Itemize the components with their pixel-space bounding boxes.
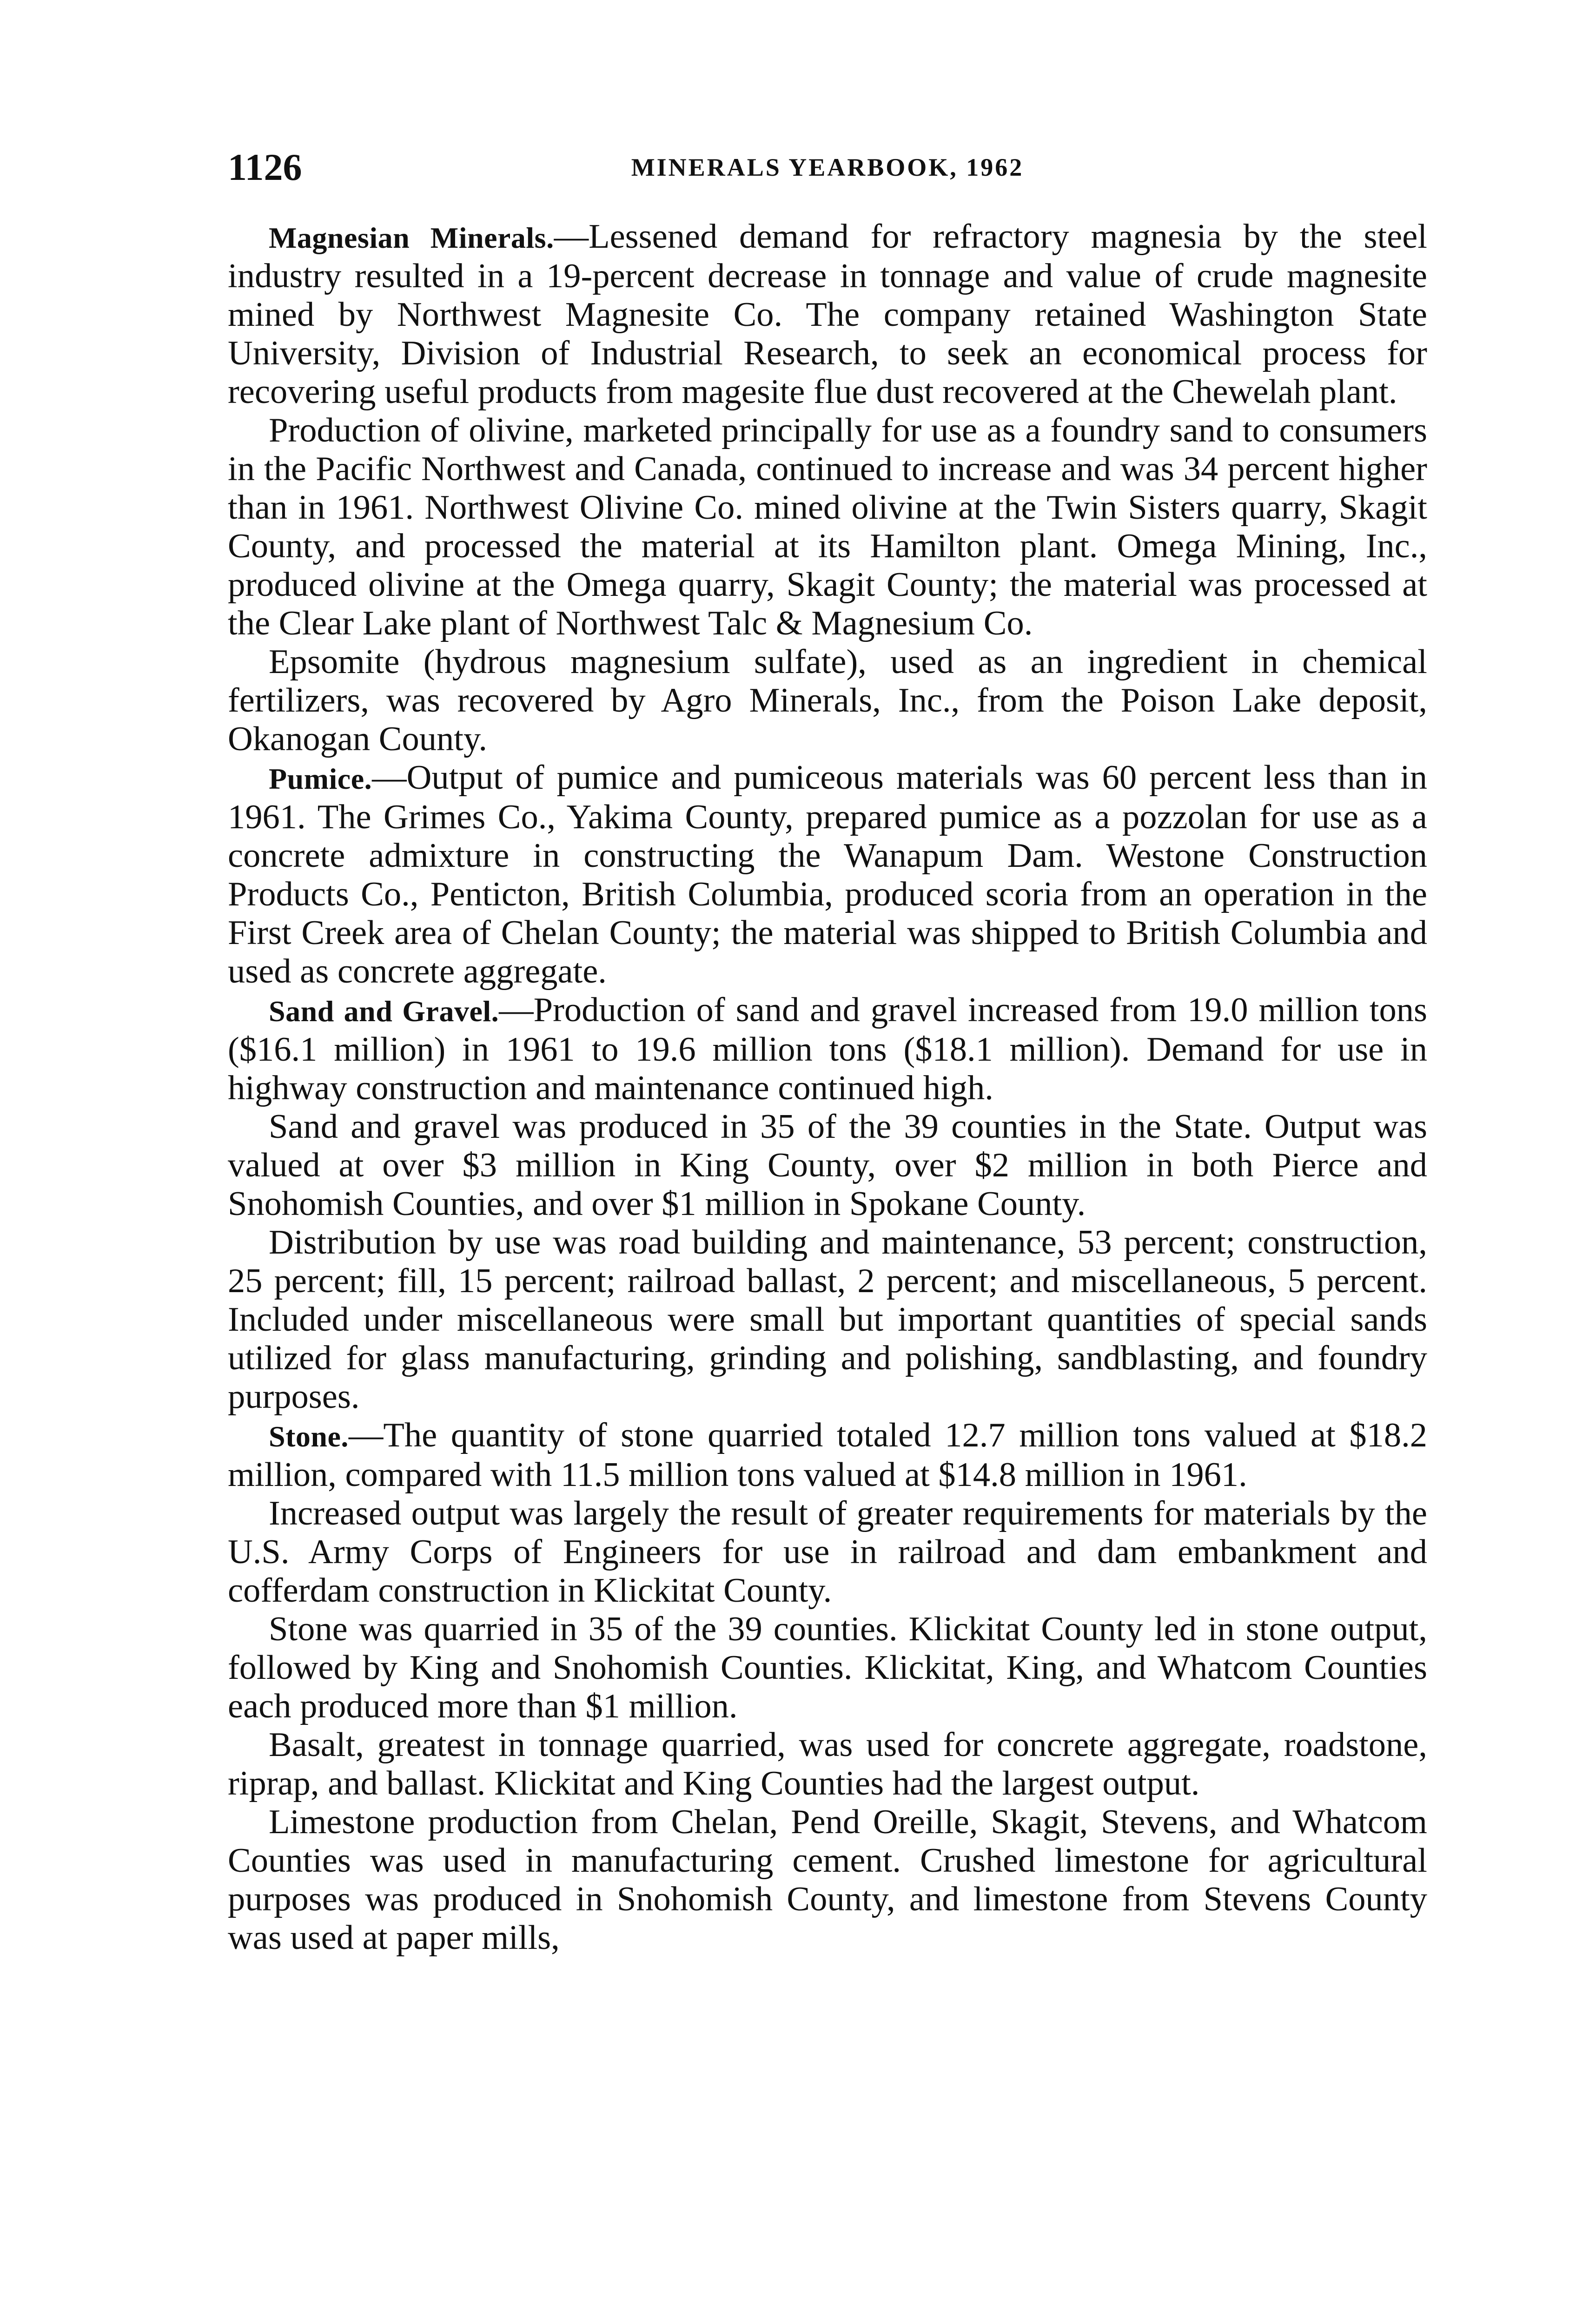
section-heading-sand-and-gravel: Sand and Gravel. — [269, 995, 499, 1028]
section-heading-magnesian-minerals: Magnesian Minerals. — [269, 221, 554, 254]
paragraph-text: Epsomite (hydrous magnesium sulfate), used as an ingredient in chemical fertilizers, was recovered by Agro Minerals, Inc., from the Poison Lake deposit, Okanogan County. — [228, 643, 1427, 758]
paragraph-stone-increased-output — [228, 1494, 1427, 1610]
section-heading-pumice: Pumice. — [269, 762, 372, 795]
paragraph-stone-counties — [228, 1610, 1427, 1726]
paragraph-sand-and-gravel — [228, 991, 1427, 1108]
paragraph-sand-gravel-counties — [228, 1108, 1427, 1223]
paragraph-text: —Production of sand and gravel increased from 19.0 million tons ($16.1 million) in 1961 to 19.6 million tons ($18.1 million). Demand for use in highway construction and maintenance continued high. — [228, 991, 1427, 1107]
paragraph-basalt — [228, 1726, 1427, 1803]
section-heading-stone: Stone. — [269, 1420, 349, 1453]
paragraph-magnesian-minerals — [228, 218, 1427, 411]
paragraph-text: Basalt, greatest in tonnage quarried, was used for concrete aggregate, roadstone, riprap, and ballast. Klickitat and King Counties had the largest output. — [228, 1726, 1427, 1802]
paragraph-sand-gravel-distribution — [228, 1223, 1427, 1416]
paragraph-text: Sand and gravel was produced in 35 of the 39 counties in the State. Output was valued at over $3 million in King County, over $2 million in both Pierce and Snohomish Counties, and over $1 million in Spokane County. — [228, 1108, 1427, 1223]
paragraph-text: Increased output was largely the result of greater requirements for materials by the U.S. Army Corps of Engineers for use in railroad and dam embankment and cofferdam construction in Klickitat County. — [228, 1494, 1427, 1610]
paragraph-text: —Output of pumice and pumiceous materials was 60 percent less than in 1961. The Grimes Co., Yakima County, prepared pumice as a pozzolan for use as a concrete admixture in constructing the Wanapum Dam. Westone Construction Products Co., Penticton, British Columbia, produced scoria from an operation in the First Creek area of Chelan County; the material was shipped to British Columbia and used as concrete aggregate. — [228, 759, 1427, 990]
paragraph-olivine — [228, 411, 1427, 643]
paragraph-pumice — [228, 759, 1427, 991]
paragraph-text: —The quantity of stone quarried totaled 12.7 million tons valued at $18.2 million, compared with 11.5 million tons valued at $14.8 million in 1961. — [228, 1416, 1427, 1494]
paragraph-stone — [228, 1416, 1427, 1494]
paragraph-text: Stone was quarried in 35 of the 39 counties. Klickitat County led in stone output, followed by King and Snohomish Counties. Klickitat, King, and Whatcom Counties each produced more than $1 million. — [228, 1610, 1427, 1725]
paragraph-text: —Lessened demand for refractory magnesia by the steel industry resulted in a 19-percent decrease in tonnage and value of crude magnesite mined by Northwest Magnesite Co. The company retained Washington State University, Division of Industrial Research, to seek an economical process for recovering useful products from magesite flue dust recovered at the Chewelah plant. — [228, 218, 1427, 411]
body-text — [228, 218, 1427, 1957]
page-header — [228, 142, 1427, 193]
paragraph-limestone — [228, 1803, 1427, 1957]
page-number: 1126 — [228, 146, 302, 188]
paragraph-text: Limestone production from Chelan, Pend Oreille, Skagit, Stevens, and Whatcom Counties was used in manufacturing cement. Crushed limestone for agricultural purposes was produced in Snohomish County, and limestone from Stevens County was used at paper mills, — [228, 1803, 1427, 1957]
paragraph-epsomite — [228, 643, 1427, 759]
paragraph-text: Distribution by use was road building and maintenance, 53 percent; construction, 25 percent; fill, 15 percent; railroad ballast, 2 percent; and miscellaneous, 5 percent. Included under miscellaneous were small but important quantities of special sands utilized for glass manufacturing, grinding and polishing, sandblasting, and foundry purposes. — [228, 1223, 1427, 1416]
paragraph-text: Production of olivine, marketed principally for use as a foundry sand to consumers in the Pacific Northwest and Canada, continued to increase and was 34 percent higher than in 1961. Northwest Olivine Co. mined olivine at the Twin Sisters quarry, Skagit County, and processed the material at its Hamilton plant. Omega Mining, Inc., produced olivine at the Omega quarry, Skagit County; the material was processed at the Clear Lake plant of Northwest Talc & Magnesium Co. — [228, 411, 1427, 642]
running-head: MINERALS YEARBOOK, 1962 — [631, 153, 1024, 181]
